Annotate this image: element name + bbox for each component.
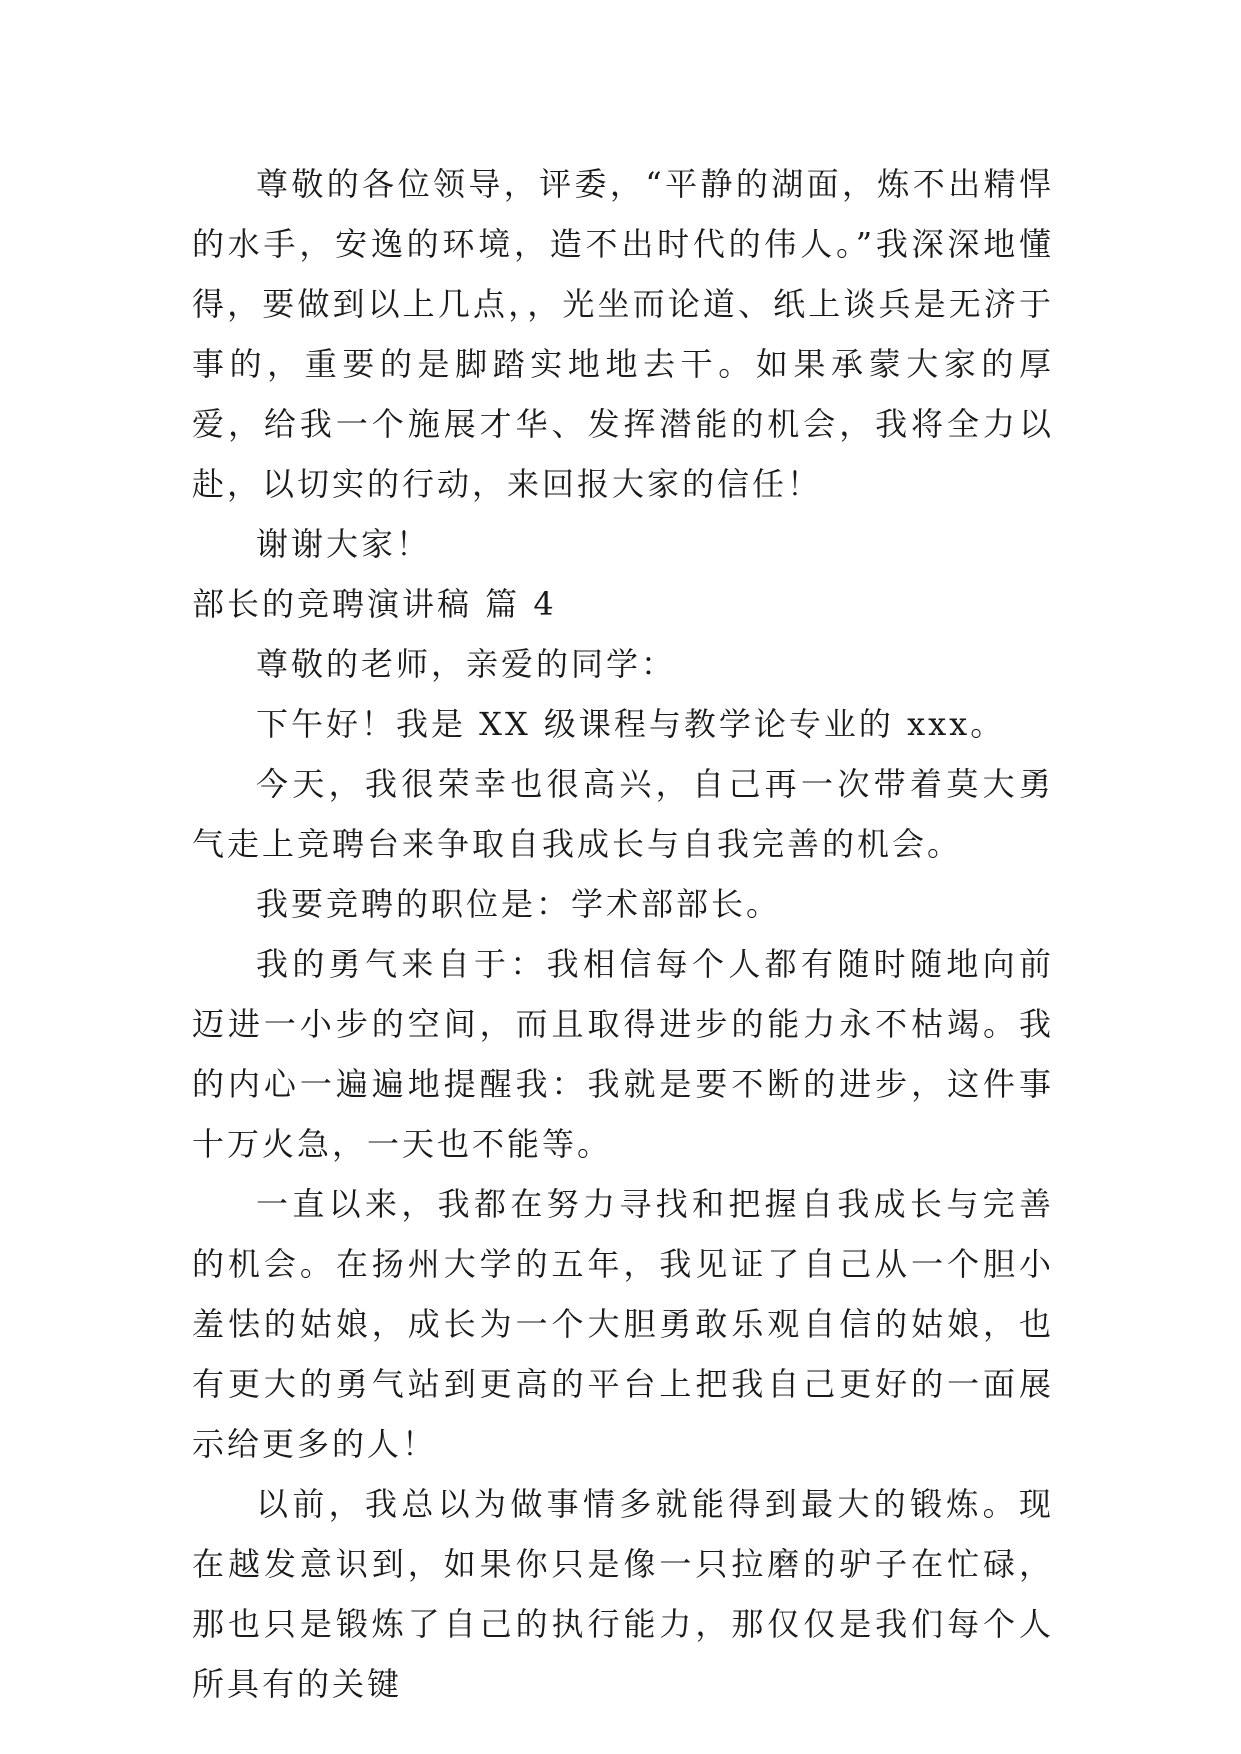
paragraph-courage: 我的勇气来自于：我相信每个人都有随时随地向前迈进一小步的空间，而且取得进步的能力永不枯竭。我的内心一遍遍地提醒我：我就是要不断的进步，这件事十万火急，一天也不能等。 <box>192 945 1054 1163</box>
document-body <box>192 154 1054 1714</box>
section-heading: 部长的竞聘演讲稿 篇 4 <box>192 585 557 623</box>
paragraph-closing-remarks: 尊敬的各位领导，评委，“平静的湖面，炼不出精悍的水手，安逸的环境，造不出时代的伟人。”我深深地懂得，要做到以上几点，，光坐而论道、纸上谈兵是无济于事的，重要的是脚踏实地地去干。如果承蒙大家的厚爱，给我一个施展才华、发挥潜能的机会，我将全力以赴，以切实的行动，来回报大家的信任！ <box>192 165 1054 503</box>
paragraph-thanks: 谢谢大家！ <box>256 525 432 563</box>
paragraph-growth: 一直以来，我都在努力寻找和把握自我成长与完善的机会。在扬州大学的五年，我见证了自己从一个胆小羞怯的姑娘，成长为一个大胆勇敢乐观自信的姑娘，也有更大的勇气站到更高的平台上把我自己更好的一面展示给更多的人！ <box>192 1185 1054 1463</box>
paragraph-position: 我要竞聘的职位是：学术部部长。 <box>256 885 782 923</box>
paragraph-today: 今天，我很荣幸也很高兴，自己再一次带着莫大勇气走上竞聘台来争取自我成长与自我完善的机会。 <box>192 765 1054 863</box>
paragraph-reflection: 以前，我总以为做事情多就能得到最大的锻炼。现在越发意识到，如果你只是像一只拉磨的驴子在忙碌，那也只是锻炼了自己的执行能力，那仅仅是我们每个人所具有的关键 <box>192 1485 1054 1703</box>
paragraph-salutation: 尊敬的老师，亲爱的同学： <box>256 645 677 683</box>
paragraph-greeting: 下午好！我是 XX 级课程与教学论专业的 xxx。 <box>256 705 1006 743</box>
